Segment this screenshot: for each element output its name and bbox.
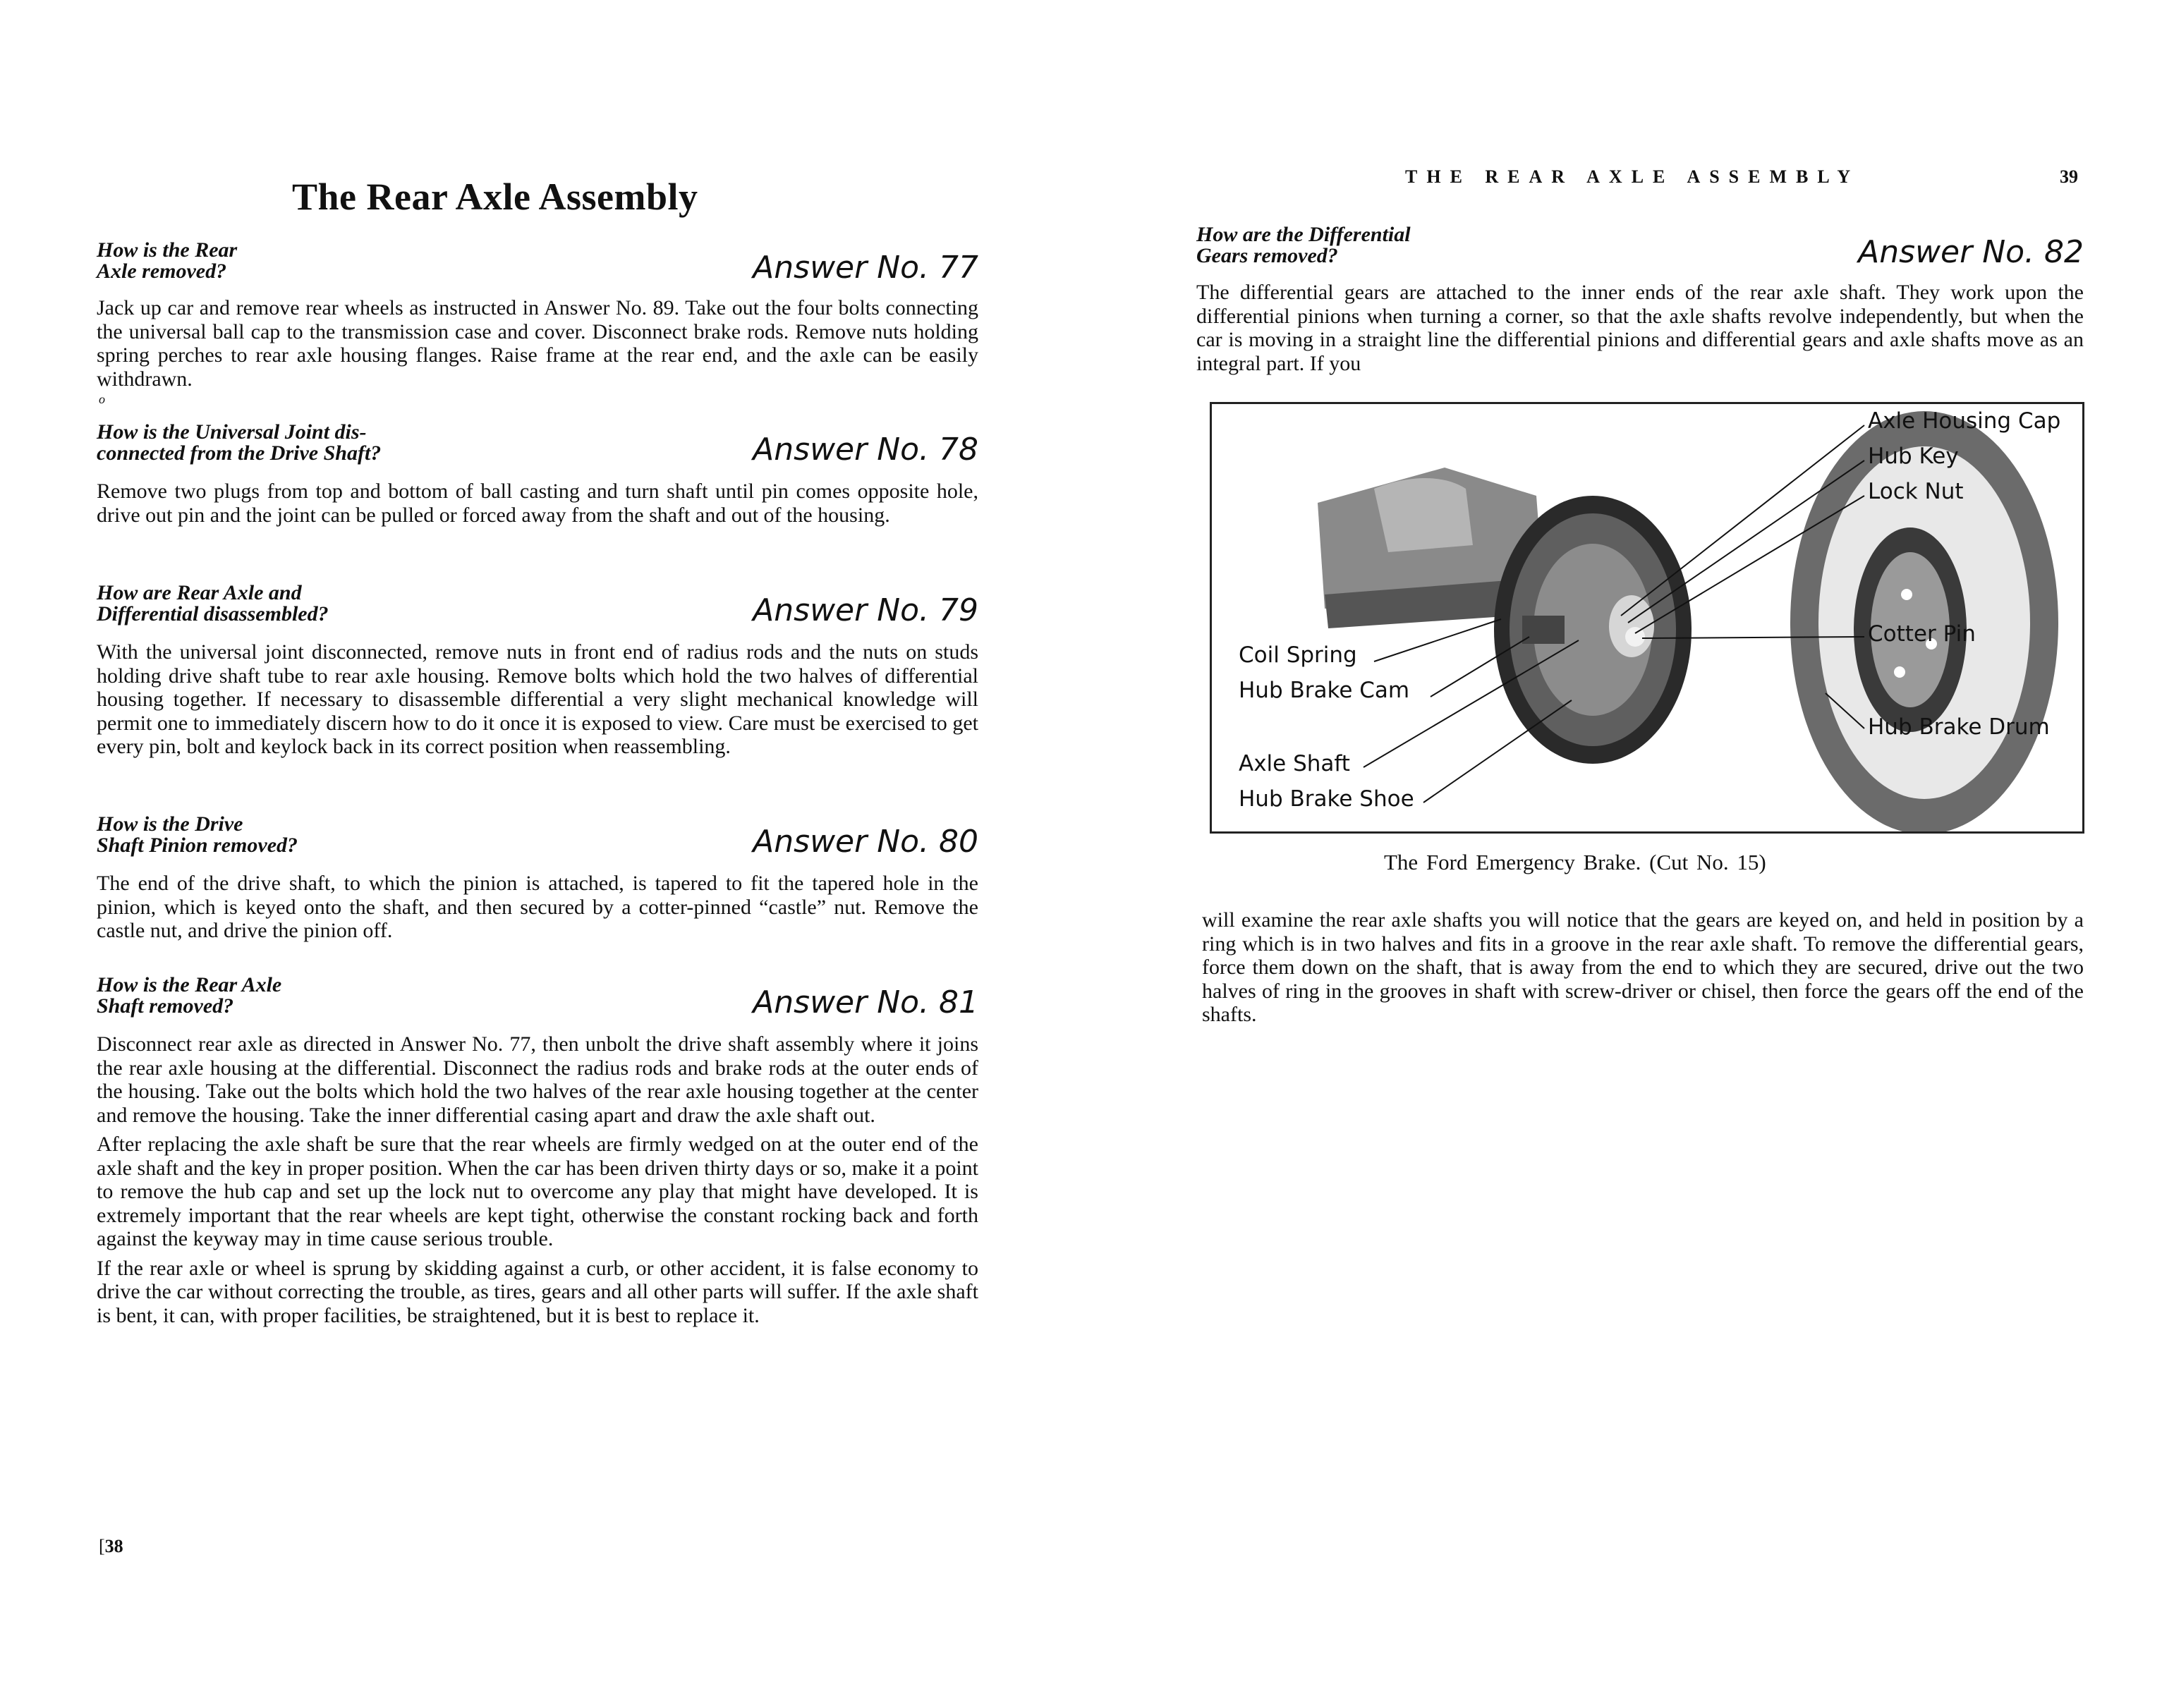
- answer-paragraph: After replacing the axle shaft be sure that the rear wheels are firmly wedged on at the outer end of the axle shaft and the key in proper position. When the car has been driven thirty days or so, make it a point to remove the hub cap and set up the lock nut to overcome any play that might have developed. It is extremely important that the rear wheels are kept tight, otherwise the constant rocking back and forth against the keyway may in time cause serious trouble.: [97, 1133, 978, 1250]
- answer-paragraph: If the rear axle or wheel is sprung by skidding against a curb, or other accident, it is false economy to drive the car without correcting the trouble, as tires, gears and all other parts will suffer. If the axle shaft is bent, it can, with proper facilities, be straightened, but it is best to replace it.: [97, 1256, 978, 1327]
- stray-mark: o: [99, 392, 105, 406]
- page-number: 39: [2060, 166, 2078, 187]
- answer-paragraph: will examine the rear axle shafts you will notice that the gears are keyed on, and held in position by a ring which is in two halves and fits in a groove in the rear axle shaft. To remove the differential gears, force them down on the shaft, that is away from the end to which they are secured, drive out the two halves of ring in the grooves in shaft with screw-driver or chisel, then force the gears off the end of the shafts.: [1202, 908, 2084, 1026]
- label-hub-key: Hub Key: [1868, 444, 1959, 469]
- answer-paragraph: Disconnect rear axle as directed in Answer No. 77, then unbolt the drive shaft assembly where it joins the rear axle housing at the differential. Disconnect the radius rods and brake rods at the outer ends of the housing. Take out the bolts which hold the two halves of the rear axle housing together at the center and remove the housing. Take the inner differential casing apart and draw the axle shaft out.: [97, 1032, 978, 1127]
- figure-caption: The Ford Emergency Brake. (Cut No. 15): [1384, 850, 1766, 874]
- label-coil-spring: Coil Spring: [1239, 642, 1357, 668]
- label-hub-brake-drum: Hub Brake Drum: [1868, 714, 2050, 740]
- label-lock-nut: Lock Nut: [1868, 479, 1964, 504]
- question-heading: How is the Universal Joint dis- connected from the Drive Shaft?: [97, 420, 382, 465]
- question-heading: How are the Differential Gears removed?: [1196, 223, 1411, 267]
- qa-block-80: [97, 814, 978, 943]
- answer-label: Answer No. 78: [753, 432, 978, 468]
- qa-block-79: [97, 582, 978, 759]
- answer-paragraph: With the universal joint disconnected, remove nuts in front end of radius rods and the nuts on studs holding drive shaft tube to rear axle housing. Remove bolts which hold the two halves of differential housing together. If necessary to disassemble differential a very slight mechanical knowledge will permit one to immediately discern how to do it once it is exposed to view. Care must be exercised to get every pin, bolt and keylock back in its correct position when reassembling.: [97, 640, 978, 758]
- leader-coil-spring: [1374, 619, 1501, 661]
- qa-block-77: [97, 240, 978, 391]
- qa-block-82: [1196, 224, 2084, 375]
- answer-label: Answer No. 80: [753, 824, 978, 860]
- leader-hub-brake-shoe: [1423, 700, 1572, 803]
- brake-figure: [1210, 402, 2084, 834]
- label-hub-brake-shoe: Hub Brake Shoe: [1239, 786, 1414, 812]
- page-number: [38: [99, 1536, 123, 1556]
- question-heading: How is the Drive Shaft Pinion removed?: [97, 812, 298, 857]
- question-heading: How are Rear Axle and Differential disassembled?: [97, 581, 329, 626]
- answer-label: Answer No. 82: [1858, 234, 2084, 270]
- answer-label: Answer No. 81: [753, 984, 978, 1020]
- hub-bolt: [1901, 589, 1912, 600]
- answer-paragraph: The end of the drive shaft, to which the pinion is attached, is tapered to fit the tapered hole in the pinion, which is keyed onto the shaft, and then secured by a cotter-pinned “castle” nut. Remove the castle nut, and drive the pinion off.: [97, 872, 978, 942]
- qa-block-81: [97, 975, 978, 1327]
- page-title: The Rear Axle Assembly: [292, 176, 698, 218]
- running-head: THE REAR AXLE ASSEMBLY: [1405, 166, 1860, 187]
- hub-bolt: [1894, 666, 1905, 678]
- question-heading: How is the Rear Axle Shaft removed?: [97, 973, 282, 1018]
- continuation-text: [1202, 908, 2084, 1027]
- answer-paragraph: Jack up car and remove rear wheels as instructed in Answer No. 89. Take out the four bolts connecting the universal ball cap to the transmission case and cover. Disconnect brake rods. Remove nuts holding spring perches to rear axle housing flanges. Raise frame at the rear end, and the axle can be easily withdrawn.: [97, 296, 978, 391]
- brake-cam-shape: [1522, 616, 1565, 644]
- answer-label: Answer No. 79: [753, 592, 978, 628]
- label-axle-housing-cap: Axle Housing Cap: [1868, 408, 2061, 434]
- answer-label: Answer No. 77: [753, 250, 978, 286]
- label-axle-shaft: Axle Shaft: [1239, 751, 1350, 776]
- qa-block-78: [97, 422, 978, 527]
- answer-paragraph: Remove two plugs from top and bottom of ball casting and turn shaft until pin comes opposite hole, drive out pin and the joint can be pulled or forced away from the shaft and out of the housing.: [97, 480, 978, 527]
- question-heading: How is the Rear Axle removed?: [97, 238, 238, 283]
- housing-highlight-shape: [1374, 478, 1473, 552]
- label-hub-brake-cam: Hub Brake Cam: [1239, 678, 1410, 703]
- label-cotter-pin: Cotter Pin: [1868, 621, 1976, 647]
- right-page: [1081, 0, 2162, 1708]
- answer-paragraph: The differential gears are attached to the inner ends of the rear axle shaft. They work upon the differential pinions when turning a corner, so that the axle shafts revolve independently, but when the car is moving in a straight line the differential pinions and differential gears and axle shafts move as an integral part. If you: [1196, 281, 2084, 375]
